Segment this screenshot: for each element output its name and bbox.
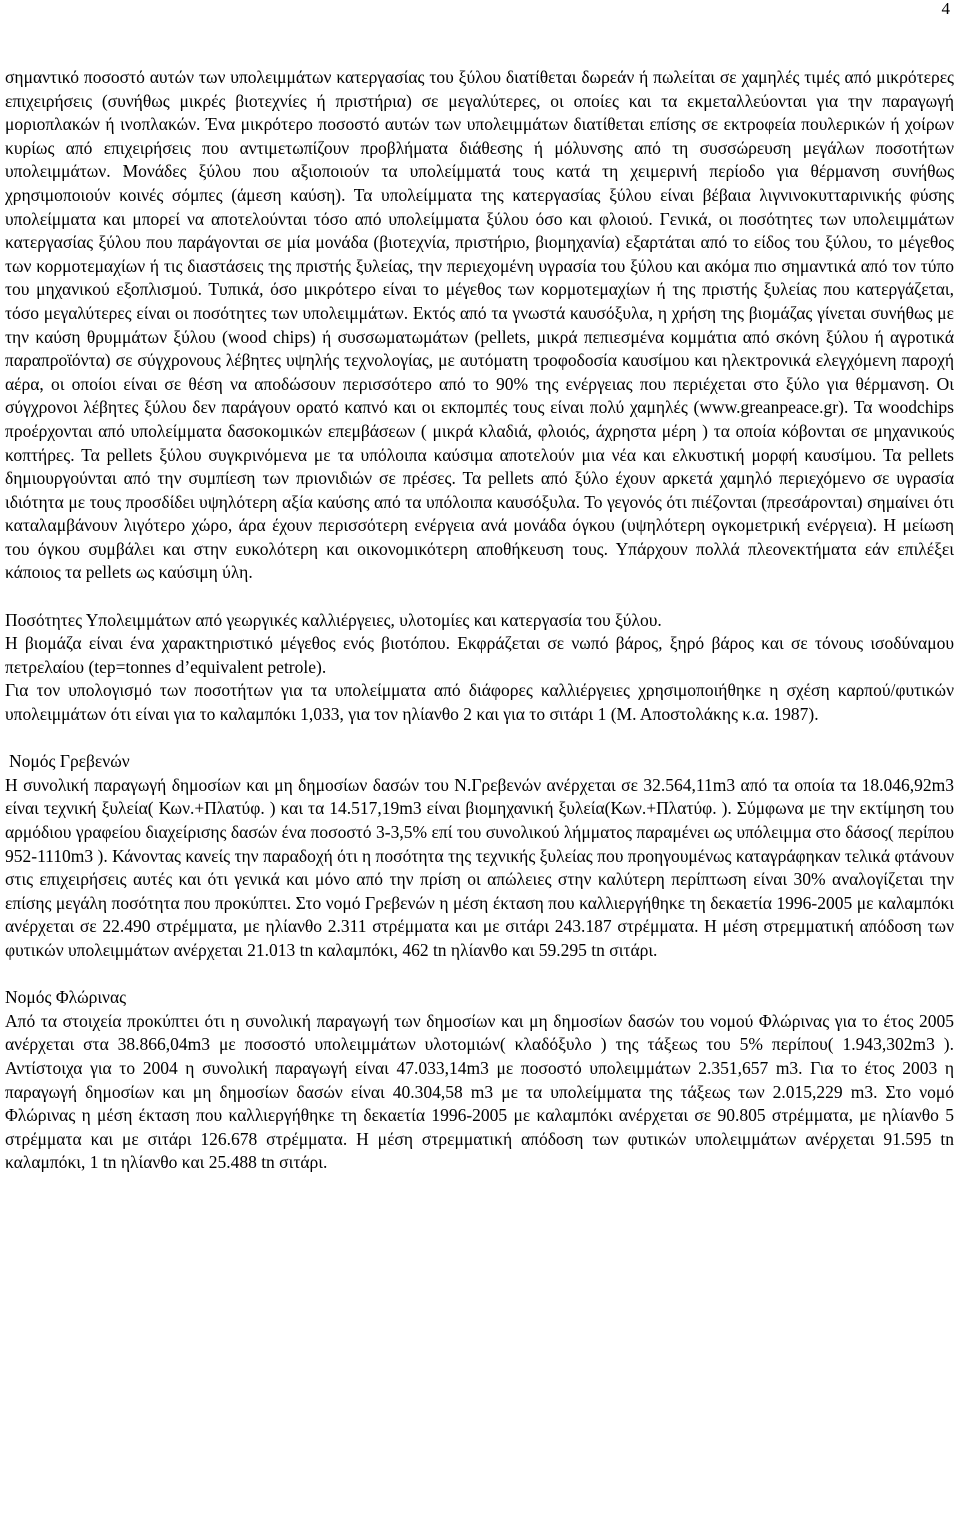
paragraph-biomass-definition: Η βιομάζα είναι ένα χαρακτηριστικό μέγεθος ενός βιοτόπου. Εκφράζεται σε νωπό βάρος, ξηρό βάρος και σε τόνους ισοδύναμου πετρελαίου (tep=tonnes d’equivalent petrole). bbox=[5, 633, 954, 677]
paragraph-gap bbox=[5, 727, 954, 751]
document-body bbox=[5, 66, 954, 1175]
paragraph-calculation-method: Για τον υπολογισμό των ποσοτήτων για τα υπολείμματα από διάφορες καλλιέργειες χρησιμοποιήθηκε η σχέση καρπού/φυτικών υπολειμμάτων ότι είναι για το καλαμπόκι 1,033, για τον ηλίανθο 2 και για το σιτάρι 1 (Μ. Αποστολάκης κ.α. 1987). bbox=[5, 680, 954, 725]
paragraph-grevena: Η συνολική παραγωγή δημοσίων και μη δημοσίων δασών του Ν.Γρεβενών ανέρχεται σε 32.564,11m3 από τα οποία τα 18.046,92m3 είναι τεχνική ξυλεία( Κων.+Πλατύφ. ) και τα 14.517,19m3 είναι βιομηχανική ξυλεία(Κων.+Πλατύφ. ). Σύμφωνα με την εκτίμηση του αρμόδιου γραφείου διαχείρισης δασών ένα ποσοστό 3-3,5% επί του συνολικού λήμματος παραμένει ως υπόλειμμα στο δάσος( περίπου 952-1110m3 ). Κάνοντας κανείς την παραδοχή ότι η ποσότητα της τεχνικής ξυλείας που προηγουμένως καταγράφηκαν τελικά φτάνουν στις επιχειρήσεις αυτές και ότι γενικά και μόνο από την πρίση οι απώλειες στην καλύτερη περίπτωση είναι 30% αναλογίζεται την επίσης μεγάλη ποσότητα που προκύπτει. Στο νομό Γρεβενών η μέση έκταση που καλλιεργήθηκε τη δεκαετία 1996-2005 με καλαμπόκι ανέρχεται σε 22.490 στρέμματα, με ηλίανθο 2.311 στρέμματα και με σιτάρι 243.187 στρέμματα. Η μέση στρεμματική απόδοση των φυτικών υπολειμμάτων ανέρχεται 21.013 tn καλαμπόκι, 462 tn ηλίανθο και 59.295 tn σιτάρι. bbox=[5, 774, 954, 960]
heading-grevena: Νομός Γρεβενών bbox=[9, 751, 130, 772]
paragraph-gap bbox=[5, 585, 954, 609]
paragraph-florina: Από τα στοιχεία προκύπτει ότι η συνολική παραγωγή των δημοσίων και μη δημοσίων δασών του νομού Φλώρινας για το έτος 2005 ανέρχεται στα 38.866,04m3 με ποσοστό υπολειμμάτων υλοτομιών( κλαδόξυλο ) της τάξεως του 5% περίπου( 1.943,302m3 ). Αντίστοιχα για το 2004 η συνολική παραγωγή είναι 47.033,14m3 με ποσοστό υπολειμμάτων 2.351,657 m3. Για το έτος 2003 η παραγωγή δημοσίων και μη δημοσίων δασών είναι 40.304,58 m3 με τα υπολείμματα της τάξεως των 2.015,229 m3. Στο νομό Φλώρινας η μέση έκταση που καλλιεργήθηκε τη δεκαετία 1996-2005 με καλαμπόκι ανέρχεται σε 90.805 στρέμματα, με ηλίανθο 5 στρέμματα και με σιτάρι 126.678 στρέμματα. Η μέση στρεμματική απόδοση των φυτικών υπολειμμάτων ανέρχεται 91.595 tn καλαμπόκι, 1 tn ηλίανθο και 25.488 tn σιτάρι. bbox=[5, 1010, 954, 1173]
heading-florina: Νομός Φλώρινας bbox=[5, 987, 127, 1008]
paragraph-wood-residues: σημαντικό ποσοστό αυτών των υπολειμμάτων κατεργασίας του ξύλου διατίθεται δωρεάν ή πωλείται σε χαμηλές τιμές από μικρότερες επιχειρήσεις (συνήθως μικρές βιοτεχνίες ή πριστήρια) σε μεγαλύτερες, οι οποίες και τα εκμεταλλεύονται για την παραγωγή μοριοπλακών ή ινοπλακών. Ένα μικρότερο ποσοστό αυτών των υπολειμμάτων διατίθεται επίσης σε εκτροφεία πουλερικών ή χοίρων κυρίως από επιχειρήσεις που αντιμετωπίζουν προβλήματα διάθεσης ή μόλυνσης από τη συσσώρευση μεγάλων ποσοτήτων υπολειμμάτων. Μονάδες ξύλου που αξιοποιούν τα υπολείμματά τους κατά τη χειμερινή περίοδο για θέρμανση συνήθως χρησιμοποιούν κοινές σόμπες (άμεση καύση). Τα υπολείμματα της κατεργασίας ξύλου είναι βέβαια λιγνινοκυτταρινικής φύσης υπολείμματα και μπορεί να αποτελούνται τόσο από υπολείμματα ξύλου όσο και φλοιού. Γενικά, οι ποσότητες των υπολειμμάτων κατεργασίας ξύλου που παράγονται σε μία μονάδα (βιοτεχνία, πριστήριο, βιομηχανία) εξαρτάται από το είδος του ξύλου, το μέγεθος των κορμοτεμαχίων ή τις διαστάσεις της πριστής ξυλείας, την περιεχομένη υγρασία του ξύλου και ακόμα πιο σημαντικά από τον τύπο του μηχανικού εξοπλισμού. Τυπικά, όσο μικρότερο είναι το μέγεθος των κορμοτεμαχίων ή της πριστής ξυλείας που κατεργάζεται, τόσο μεγαλύτερες είναι οι ποσότητες των υπολειμμάτων. Εκτός από τα γνωστά καυσόξυλα, η χρήση της βιομάζας γίνεται συνήθως με την καύση θρυμμάτων ξύλου (wood chips) ή συσσωματωμάτων (pellets, μικρά πεπιεσμένα κομμάτια από σκόνη ξύλου ή αγροτικά παραπροϊόντα) σε σύγχρονους λέβητες υψηλής τεχνολογίας, με αυτόματη τροφοδοσία καυσίμου και ηλεκτρονικά ελεγχόμενη παροχή αέρα, οι οποίοι είναι σε θέση να αποδώσουν περισσότερο από το 90% της ενέργειας που περιέχεται στο ξύλο για θέρμανση. Οι σύγχρονοι λέβητες ξύλου δεν παράγουν ορατό καπνό και οι εκπομπές τους είναι πολύ χαμηλές (www.greanpeace.gr). Τα woodchips προέρχονται από υπολείμματα δασοκομικών επεμβάσεων ( μικρά κλαδιά, φλοιός, άχρηστα μέρη ) τα οποία κόβονται σε μηχανικούς κοπτήρες. Τα pellets ξύλου συγκρινόμενα με τα υπόλοιπα καύσιμα αποτελούν μια νέα και ελκυστική μορφή καυσίμου. Τα pellets δημιουργούνται από την συμπίεση των πριονιδιών σε πρέσες. Τα pellets από ξύλο έχουν αρκετά χαμηλό περιεχόμενο σε υγρασία ιδιότητα με τους προσδίδει υψηλότερη αξία καύσης από τα υπόλοιπα καυσόξυλα. Το γεγονός ότι πιέζονται (πρεσάρονται) σημαίνει ότι καταλαμβάνουν λιγότερο χώρο, άρα έχουν περισσότερη ενέργεια ανά μονάδα όγκου (υψηλότερη ογκομετρική ενέργεια). Η μείωση του όγκου συμβάλει και στην ευκολότερη και οικονομικότερη αποθήκευση τους. Υπάρχουν πολλά πλεονεκτήματα εάν επιλέξει κάποιος τα pellets ως καύσιμη ύλη. bbox=[5, 67, 954, 583]
paragraph-residue-quantities: Ποσότητες Υπολειμμάτων από γεωργικές καλλιέργειες, υλοτομίες και κατεργασία του ξύλου. bbox=[5, 609, 662, 630]
page-number: 4 bbox=[941, 0, 950, 18]
paragraph-gap bbox=[5, 963, 954, 987]
